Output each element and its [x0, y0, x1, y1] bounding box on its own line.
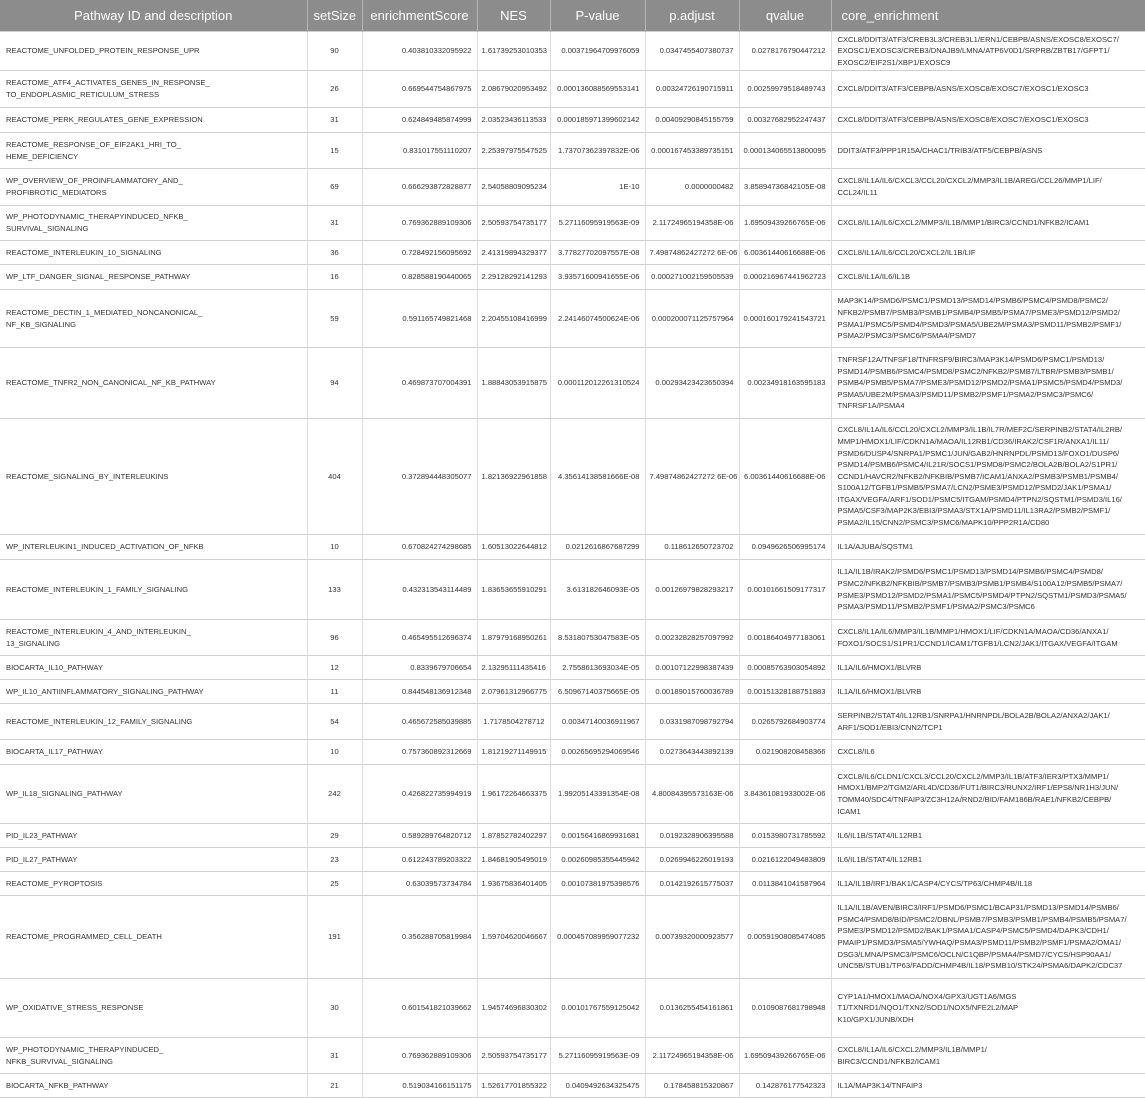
cell-qvalue: 6.00361440616688E-06 — [739, 419, 831, 535]
cell-pvalue: 3.93571600941655E-06 — [550, 265, 645, 290]
cell-core-enrichment: IL6/IL1B/STAT4/IL12RB1 — [831, 848, 1145, 872]
cell-qvalue: 6.00361440616688E-06 — [739, 241, 831, 265]
cell-pathway: WP_PHOTODYNAMIC_THERAPYINDUCED_ NFKB_SURVIVAL_SIGNALING — [0, 1038, 307, 1074]
cell-core-enrichment: CXCL8/DDIT3/ATF3/CEBPB/ASNS/EXOSC8/EXOSC7/EXOSC1/EXOSC3 — [831, 108, 1145, 133]
cell-pathway: BIOCARTA_IL10_PATHWAY — [0, 656, 307, 680]
table-row — [0, 824, 1145, 848]
table-row — [0, 656, 1145, 680]
cell-nes: 1.52617701855322 — [477, 1074, 550, 1098]
table-row — [0, 535, 1145, 560]
cell-setsize: 36 — [307, 241, 362, 265]
table-row — [0, 896, 1145, 979]
cell-qvalue: 0.000160179241543721 — [739, 290, 831, 348]
cell-padjust: 2.11724965194358E-06 — [645, 206, 739, 241]
cell-pathway: REACTOME_INTERLEUKIN_4_AND_INTERLEUKIN_ 13_SIGNALING — [0, 620, 307, 656]
table-row — [0, 848, 1145, 872]
table-row — [0, 419, 1145, 535]
cell-qvalue: 0.00327682952247437 — [739, 108, 831, 133]
cell-pvalue: 0.00107381975398576 — [550, 872, 645, 896]
cell-pathway: REACTOME_RESPONSE_OF_EIF2AK1_HRI_TO_ HEME_DEFICIENCY — [0, 133, 307, 169]
cell-padjust: 0.0269946226019193 — [645, 848, 739, 872]
cell-nes: 2.50593754735177 — [477, 1038, 550, 1074]
cell-padjust: 0.000271002159505539 — [645, 265, 739, 290]
table-row — [0, 265, 1145, 290]
cell-pvalue: 6.50967140375665E-05 — [550, 680, 645, 704]
col-header-setsize: setSize — [307, 0, 362, 32]
cell-pvalue: 8.53180753047583E-05 — [550, 620, 645, 656]
cell-padjust: 7.49874862427272 6E-06 — [645, 419, 739, 535]
table-row — [0, 765, 1145, 824]
table-row — [0, 704, 1145, 740]
col-header-qvalue: qvalue — [739, 0, 831, 32]
cell-pathway: PID_IL27_PATHWAY — [0, 848, 307, 872]
cell-pvalue: 0.000185971399602142 — [550, 108, 645, 133]
cell-enrichmentscore: 0.828588190440065 — [362, 265, 477, 290]
cell-core-enrichment: CXCL8/IL1A/IL6/CXCL2/MMP3/IL1B/MMP1/ BIRC3/CCND1/NFKB2/ICAM1 — [831, 1038, 1145, 1074]
cell-pathway: REACTOME_DECTIN_1_MEDIATED_NONCANONICAL_ NF_KB_SIGNALING — [0, 290, 307, 348]
cell-pvalue: 1.99205143391354E-08 — [550, 765, 645, 824]
cell-padjust: 4.80084395573163E-06 — [645, 765, 739, 824]
cell-nes: 1.96172264663375 — [477, 765, 550, 824]
cell-nes: 1.84681905495019 — [477, 848, 550, 872]
cell-nes: 1.87979168950261 — [477, 620, 550, 656]
cell-padjust: 0.118612650723702 — [645, 535, 739, 560]
cell-setsize: 31 — [307, 108, 362, 133]
cell-qvalue: 0.000134065513800095 — [739, 133, 831, 169]
cell-setsize: 21 — [307, 1074, 362, 1098]
cell-pathway: REACTOME_PROGRAMMED_CELL_DEATH — [0, 896, 307, 979]
cell-enrichmentscore: 0.769362889109306 — [362, 1038, 477, 1074]
cell-padjust: 0.0331987098792794 — [645, 704, 739, 740]
cell-qvalue: 1.69509439266765E-06 — [739, 1038, 831, 1074]
cell-core-enrichment: CXCL8/IL6/CLDN1/CXCL3/CCL20/CXCL2/MMP3/IL1B/ATF3/IER3/PTX3/MMP1/ HMOX1/BMP2/TGM2/ARL4D/CD36/FUT1/BIRC3/RUNX2/IRF1/EPS8/NR1H3/JUN/ TOMM40/SDC4/TNFAIP3/ZC3H12A/RND2/BID/FAM186B/RAE1/NFKB2/CEBPB/ ICAM1 — [831, 765, 1145, 824]
cell-core-enrichment: CXCL8/IL1A/IL6/MMP3/IL1B/MMP1/HMOX1/LIF/CDKN1A/MAOA/CD36/ANXA1/ FOXO1/SOCS1/S1PR1/CCND1/ICAM1/TGFB1/LCN2/JAK1/ITGAX/VEGFA/ITGAM — [831, 620, 1145, 656]
cell-nes: 2.50593754735177 — [477, 206, 550, 241]
cell-enrichmentscore: 0.612243789203322 — [362, 848, 477, 872]
table-row — [0, 32, 1145, 71]
cell-pathway: WP_INTERLEUKIN1_INDUCED_ACTIVATION_OF_NFKB — [0, 535, 307, 560]
table-row — [0, 979, 1145, 1038]
cell-pvalue: 0.00371964709976059 — [550, 32, 645, 71]
table-row — [0, 290, 1145, 348]
cell-qvalue: 3.85894736842105E-08 — [739, 169, 831, 206]
cell-setsize: 30 — [307, 979, 362, 1038]
cell-qvalue: 0.00085763903054892 — [739, 656, 831, 680]
cell-nes: 1.60513022644812 — [477, 535, 550, 560]
col-header-pathway: Pathway ID and description — [0, 0, 307, 32]
cell-qvalue: 1.69509439266765E-06 — [739, 206, 831, 241]
cell-enrichmentscore: 0.465495512696374 — [362, 620, 477, 656]
cell-pvalue: 0.000136088569553141 — [550, 71, 645, 108]
cell-pathway: WP_IL18_SIGNALING_PATHWAY — [0, 765, 307, 824]
cell-nes: 1.59704620046667 — [477, 896, 550, 979]
cell-qvalue: 0.00186404977183061 — [739, 620, 831, 656]
cell-pvalue: 0.00101767559125042 — [550, 979, 645, 1038]
cell-core-enrichment: IL1A/AJUBA/SQSTM1 — [831, 535, 1145, 560]
cell-core-enrichment: IL1A/IL1B/IRF1/BAK1/CASP4/CYCS/TP63/CHMP4B/IL18 — [831, 872, 1145, 896]
col-header-padjust: p.adjust — [645, 0, 739, 32]
cell-pathway: REACTOME_TNFR2_NON_CANONICAL_NF_KB_PATHWAY — [0, 348, 307, 419]
cell-pathway: BIOCARTA_IL17_PATHWAY — [0, 740, 307, 765]
cell-padjust: 0.00293423423650394 — [645, 348, 739, 419]
cell-core-enrichment: CXCL8/DDIT3/ATF3/CEBPB/ASNS/EXOSC8/EXOSC7/EXOSC1/EXOSC3 — [831, 71, 1145, 108]
cell-padjust: 0.00189015760036789 — [645, 680, 739, 704]
cell-qvalue: 0.0278176790447212 — [739, 32, 831, 71]
cell-padjust: 0.000200071125757964 — [645, 290, 739, 348]
cell-padjust: 0.0136255454161861 — [645, 979, 739, 1038]
cell-enrichmentscore: 0.670824274298685 — [362, 535, 477, 560]
table-row — [0, 740, 1145, 765]
cell-nes: 1.61739253010353 — [477, 32, 550, 71]
cell-enrichmentscore: 0.519034166151175 — [362, 1074, 477, 1098]
cell-enrichmentscore: 0.589289764820712 — [362, 824, 477, 848]
cell-qvalue: 0.000216967441962723 — [739, 265, 831, 290]
cell-nes: 2.13295111435416 — [477, 656, 550, 680]
cell-core-enrichment: CXCL8/IL1A/IL6/CCL20/CXCL2/MMP3/IL1B/IL7R/MEF2C/SERPINB2/STAT4/IL2RB/ MMP1/HMOX1/LIF/CDKN1A/MAOA/IL12RB1/CD36/IRAK2/CSF1R/ANXA1/IL11/ PSMD6/DUSP4/SNRPA1/PSMC1/JUN/GAB2/HNRNPDL/PSMD13/FOXO1/DUSP6/ PSMD14/PSMB6/PSMC4/IL21R/SOCS1/PSMD8/PSMC2/BOLA2B/BOLA2/S1PR1/ CCND1/HAVCR2/NFKB2/NFKBIB/PSMB7/ICAM1/ANXA2/PSMB3/PSMB1/PSMB4/ S100A12/TGFB1/PSMB5/PSMA7/LCN2/PSME3/PSMD12/PSMD2/JAK1/PSMA1/ ITGAX/VEGFA/ARF1/SOD1/PSMC5/ITGAM/PSMD4/PTPN2/SQSTM1/PSMD3/IL16/ PSMA5/CSF3/MAP2K3/EBI3/PSMA3/STX1A/PSMD11/IL13RA2/PSMB2/PSMF1/ PSMA2/IL15/CNN2/PSMC3/PSMC6/MAPK10/PPP2R1A/CD80 — [831, 419, 1145, 535]
cell-nes: 1.87852782402297 — [477, 824, 550, 848]
cell-nes: 2.20455108416999 — [477, 290, 550, 348]
cell-setsize: 31 — [307, 1038, 362, 1074]
cell-pvalue: 3.613182646093E-05 — [550, 560, 645, 620]
cell-pvalue: 0.00260985355445942 — [550, 848, 645, 872]
table-row — [0, 108, 1145, 133]
cell-setsize: 191 — [307, 896, 362, 979]
cell-pathway: WP_IL10_ANTIINFLAMMATORY_SIGNALING_PATHWAY — [0, 680, 307, 704]
col-header-core-enrichment: core_enrichment — [831, 0, 1145, 32]
cell-core-enrichment: CXCL8/IL6 — [831, 740, 1145, 765]
cell-pvalue: 0.0212616867687299 — [550, 535, 645, 560]
cell-core-enrichment: CXCL8/IL1A/IL6/IL1B — [831, 265, 1145, 290]
cell-padjust: 7.49874862427272 6E-06 — [645, 241, 739, 265]
cell-padjust: 0.00409290845155759 — [645, 108, 739, 133]
cell-qvalue: 0.00591908085474085 — [739, 896, 831, 979]
cell-pvalue: 0.000457089959077232 — [550, 896, 645, 979]
cell-pathway: REACTOME_UNFOLDED_PROTEIN_RESPONSE_UPR — [0, 32, 307, 71]
cell-core-enrichment: CXCL8/DDIT3/ATF3/CREB3L3/CREB3L1/ERN1/CEBPB/ASNS/EXOSC8/EXOSC7/ EXOSC1/EXOSC3/CREB3/DNAJB9/LMNA/ATP6V0D1/SRPRB/ZBTB17/GFPT1/ EXOSC2/EIF2S1/XBP1/EXOSC9 — [831, 32, 1145, 71]
cell-qvalue: 0.00234918163595183 — [739, 348, 831, 419]
cell-core-enrichment: IL1A/IL1B/AVEN/BIRC3/IRF1/PSMD6/PSMC1/BCAP31/PSMD13/PSMD14/PSMB6/ PSMC4/PSMD8/BID/PSMC2/DBNL/PSMB7/PSMB3/PSMB1/PSMB4/PSMB5/PSMA7/ PSME3/PSMD12/PSMD2/BAK1/PSMA1/CASP4/PSMC5/PSMD4/DAPK3/CDH1/ PMAIP1/PSMD3/PSMA5/YWHAQ/PSMA3/PSMD11/PSMB2/PSMF1/PSMA2/OMA1/ DSG3/LMNA/PSMC3/PSMC6/OCLN/C1QBP/PSMA4/PSMD7/CYCS/HSP90AA1/ UNC5B/STUB1/TP63/FADD/CHMP4B/IL18/PSMB10/STK24/PSMA6/DAPK2/CDC37 — [831, 896, 1145, 979]
cell-core-enrichment: IL6/IL1B/STAT4/IL12RB1 — [831, 824, 1145, 848]
cell-setsize: 12 — [307, 656, 362, 680]
cell-qvalue: 0.00259979518489743 — [739, 71, 831, 108]
cell-enrichmentscore: 0.469873707004391 — [362, 348, 477, 419]
cell-enrichmentscore: 0.769362889109306 — [362, 206, 477, 241]
table-row — [0, 1038, 1145, 1074]
cell-setsize: 16 — [307, 265, 362, 290]
cell-nes: 1.88843053915875 — [477, 348, 550, 419]
cell-pvalue: 2.7558613693034E-05 — [550, 656, 645, 680]
cell-qvalue: 0.0949626506995174 — [739, 535, 831, 560]
cell-padjust: 0.000167453389735151 — [645, 133, 739, 169]
table-row — [0, 71, 1145, 108]
cell-setsize: 54 — [307, 704, 362, 740]
table-row — [0, 680, 1145, 704]
cell-qvalue: 0.00101661509177317 — [739, 560, 831, 620]
table-row — [0, 620, 1145, 656]
cell-core-enrichment: TNFRSF12A/TNFSF18/TNFRSF9/BIRC3/MAP3K14/PSMD6/PSMC1/PSMD13/ PSMD14/PSMB6/PSMC4/PSMD8/PSMC2/NFKB2/PSMB7/LTBR/PSMB3/PSMB1/ PSMB4/PSMB5/PSMA7/PSME3/PSMD12/PSMD2/PSMA1/PSMC5/PSMD4/PSMD3/ PSMA5/UBE2M/PSMA3/PSMD11/PSMB2/PSMF1/PSMA2/PSMC3/PSMC6/ TNFRSF1A/PSMA4 — [831, 348, 1145, 419]
cell-pvalue: 0.00156416869931681 — [550, 824, 645, 848]
col-header-pvalue: P-value — [550, 0, 645, 32]
cell-setsize: 96 — [307, 620, 362, 656]
cell-enrichmentscore: 0.372894448305077 — [362, 419, 477, 535]
cell-qvalue: 3.84361081933002E-06 — [739, 765, 831, 824]
cell-core-enrichment: DDIT3/ATF3/PPP1R15A/CHAC1/TRIB3/ATF5/CEBPB/ASNS — [831, 133, 1145, 169]
cell-nes: 2.29128292141293 — [477, 265, 550, 290]
cell-pathway: REACTOME_SIGNALING_BY_INTERLEUKINS — [0, 419, 307, 535]
cell-setsize: 26 — [307, 71, 362, 108]
cell-pvalue: 1E-10 — [550, 169, 645, 206]
cell-enrichmentscore: 0.844548136912348 — [362, 680, 477, 704]
cell-padjust: 0.00324726190715911 — [645, 71, 739, 108]
cell-nes: 1.82136922961858 — [477, 419, 550, 535]
cell-enrichmentscore: 0.601541821039662 — [362, 979, 477, 1038]
cell-setsize: 94 — [307, 348, 362, 419]
cell-setsize: 10 — [307, 535, 362, 560]
cell-pvalue: 0.00265695294069546 — [550, 740, 645, 765]
cell-core-enrichment: SERPINB2/STAT4/IL12RB1/SNRPA1/HNRNPDL/BOLA2B/BOLA2/ANXA2/JAK1/ ARF1/SOD1/EBI3/CNN2/TCP1 — [831, 704, 1145, 740]
col-header-enrichmentscore: enrichmentScore — [362, 0, 477, 32]
cell-enrichmentscore: 0.666293872828877 — [362, 169, 477, 206]
cell-pvalue: 2.24146074500624E-06 — [550, 290, 645, 348]
cell-nes: 2.41319894329377 — [477, 241, 550, 265]
cell-core-enrichment: CXCL8/IL1A/IL6/CXCL2/MMP3/IL1B/MMP1/BIRC3/CCND1/NFKB2/ICAM1 — [831, 206, 1145, 241]
table-row — [0, 560, 1145, 620]
cell-core-enrichment: CYP1A1/HMOX1/MAOA/NOX4/GPX3/UGT1A6/MGS T1/TXNRD1/NQO1/TXN2/SOD1/NOX5/NFE2L2/MAP K10/GPX1/JUNB/XDH — [831, 979, 1145, 1038]
cell-pathway: WP_LTF_DANGER_SIGNAL_RESPONSE_PATHWAY — [0, 265, 307, 290]
table-row — [0, 133, 1145, 169]
cell-pathway: REACTOME_INTERLEUKIN_10_SIGNALING — [0, 241, 307, 265]
col-header-nes: NES — [477, 0, 550, 32]
cell-enrichmentscore: 0.63039573734784 — [362, 872, 477, 896]
cell-enrichmentscore: 0.669544754867975 — [362, 71, 477, 108]
cell-nes: 2.08679020953492 — [477, 71, 550, 108]
cell-nes: 1.81219271149915 — [477, 740, 550, 765]
cell-qvalue: 0.142876177542323 — [739, 1074, 831, 1098]
cell-pvalue: 0.000112012261310524 — [550, 348, 645, 419]
cell-padjust: 0.0347455407380737 — [645, 32, 739, 71]
table-row — [0, 206, 1145, 241]
cell-qvalue: 0.0109087681798948 — [739, 979, 831, 1038]
header-row — [0, 0, 1145, 32]
cell-qvalue: 0.0153980731785592 — [739, 824, 831, 848]
cell-setsize: 15 — [307, 133, 362, 169]
cell-pathway: REACTOME_INTERLEUKIN_12_FAMILY_SIGNALING — [0, 704, 307, 740]
cell-padjust: 0.00126979828293217 — [645, 560, 739, 620]
cell-pathway: WP_PHOTODYNAMIC_THERAPYINDUCED_NFKB_ SURVIVAL_SIGNALING — [0, 206, 307, 241]
cell-nes: 1.7178504278712 — [477, 704, 550, 740]
cell-enrichmentscore: 0.465672585039885 — [362, 704, 477, 740]
cell-nes: 2.07961312966775 — [477, 680, 550, 704]
cell-setsize: 10 — [307, 740, 362, 765]
table-row — [0, 348, 1145, 419]
cell-qvalue: 0.021908208458366 — [739, 740, 831, 765]
cell-core-enrichment: MAP3K14/PSMD6/PSMC1/PSMD13/PSMD14/PSMB6/PSMC4/PSMD8/PSMC2/ NFKB2/PSMB7/PSMB3/PSMB1/PSMB4/PSMB5/PSMA7/PSME3/PSMD12/PSMD2/ PSMA1/PSMC5/PSMD4/PSMD3/PSMA5/UBE2M/PSMA3/PSMD11/PSMB2/PSMF1/ PSMA2/PSMC3/PSMC6/PSMA4/PSMD7 — [831, 290, 1145, 348]
cell-pathway: REACTOME_PERK_REGULATES_GENE_EXPRESSION — [0, 108, 307, 133]
cell-core-enrichment: IL1A/MAP3K14/TNFAIP3 — [831, 1074, 1145, 1098]
cell-enrichmentscore: 0.728492156095692 — [362, 241, 477, 265]
cell-padjust: 0.0192328906395588 — [645, 824, 739, 848]
cell-nes: 2.03523436113533 — [477, 108, 550, 133]
cell-nes: 2.54058809095234 — [477, 169, 550, 206]
cell-pathway: PID_IL23_PATHWAY — [0, 824, 307, 848]
cell-qvalue: 0.0265792684903774 — [739, 704, 831, 740]
cell-core-enrichment: IL1A/IL1B/IRAK2/PSMD6/PSMC1/PSMD13/PSMD14/PSMB6/PSMC4/PSMD8/ PSMC2/NFKB2/NFKBIB/PSMB7/PSMB3/PSMB1/PSMB4/S100A12/PSMB5/PSMA7/ PSME3/PSMD12/PSMD2/PSMA1/PSMC5/PSMD4/PTPN2/SQSTM1/PSMD3/PSMA5/ PSMA3/PSMD11/PSMB2/PSMF1/PSMA2/PSMC3/PSMC6 — [831, 560, 1145, 620]
cell-enrichmentscore: 0.8339679706654 — [362, 656, 477, 680]
cell-nes: 1.93675836401405 — [477, 872, 550, 896]
cell-pvalue: 5.27116095919563E-09 — [550, 1038, 645, 1074]
table-body — [0, 32, 1145, 1098]
cell-padjust: 0.00739320000923577 — [645, 896, 739, 979]
cell-core-enrichment: IL1A/IL6/HMOX1/BLVRB — [831, 656, 1145, 680]
cell-qvalue: 0.00151328188751883 — [739, 680, 831, 704]
cell-pvalue: 4.35614138581666E-08 — [550, 419, 645, 535]
cell-enrichmentscore: 0.757360892312669 — [362, 740, 477, 765]
cell-enrichmentscore: 0.356288705819984 — [362, 896, 477, 979]
cell-core-enrichment: IL1A/IL6/HMOX1/BLVRB — [831, 680, 1145, 704]
cell-enrichmentscore: 0.624849485874999 — [362, 108, 477, 133]
cell-enrichmentscore: 0.591165749821468 — [362, 290, 477, 348]
cell-enrichmentscore: 0.403810332095922 — [362, 32, 477, 71]
cell-qvalue: 0.0216122049483809 — [739, 848, 831, 872]
cell-padjust: 0.0142192615775037 — [645, 872, 739, 896]
cell-pvalue: 3.77827702097557E-08 — [550, 241, 645, 265]
cell-setsize: 133 — [307, 560, 362, 620]
cell-qvalue: 0.0113841041587964 — [739, 872, 831, 896]
cell-setsize: 11 — [307, 680, 362, 704]
cell-padjust: 2.11724965194358E-06 — [645, 1038, 739, 1074]
cell-pvalue: 0.00347140036911967 — [550, 704, 645, 740]
cell-setsize: 25 — [307, 872, 362, 896]
cell-pathway: WP_OVERVIEW_OF_PROINFLAMMATORY_AND_ PROFIBROTIC_MEDIATORS — [0, 169, 307, 206]
cell-pathway: REACTOME_PYROPTOSIS — [0, 872, 307, 896]
cell-padjust: 0.00107122998387439 — [645, 656, 739, 680]
cell-padjust: 0.178458815320867 — [645, 1074, 739, 1098]
cell-core-enrichment: CXCL8/IL1A/IL6/CCL20/CXCL2/IL1B/LIF — [831, 241, 1145, 265]
cell-setsize: 90 — [307, 32, 362, 71]
table-row — [0, 169, 1145, 206]
cell-enrichmentscore: 0.432313543114489 — [362, 560, 477, 620]
cell-setsize: 242 — [307, 765, 362, 824]
cell-nes: 1.94574696830302 — [477, 979, 550, 1038]
cell-setsize: 404 — [307, 419, 362, 535]
table-row — [0, 241, 1145, 265]
cell-setsize: 23 — [307, 848, 362, 872]
cell-pathway: WP_OXIDATIVE_STRESS_RESPONSE — [0, 979, 307, 1038]
cell-enrichmentscore: 0.426822735994919 — [362, 765, 477, 824]
cell-padjust: 0.0000000482 — [645, 169, 739, 206]
cell-enrichmentscore: 0.831017551110207 — [362, 133, 477, 169]
cell-setsize: 59 — [307, 290, 362, 348]
cell-pvalue: 0.0409492634325475 — [550, 1074, 645, 1098]
cell-pathway: BIOCARTA_NFKB_PATHWAY — [0, 1074, 307, 1098]
cell-setsize: 69 — [307, 169, 362, 206]
cell-nes: 2.25397975547525 — [477, 133, 550, 169]
cell-pathway: REACTOME_ATF4_ACTIVATES_GENES_IN_RESPONSE_ TO_ENDOPLASMIC_RETICULUM_STRESS — [0, 71, 307, 108]
table-row — [0, 872, 1145, 896]
cell-padjust: 0.0273643443892139 — [645, 740, 739, 765]
cell-pathway: REACTOME_INTERLEUKIN_1_FAMILY_SIGNALING — [0, 560, 307, 620]
cell-padjust: 0.00232828257097992 — [645, 620, 739, 656]
cell-setsize: 31 — [307, 206, 362, 241]
cell-pvalue: 5.27116095919563E-09 — [550, 206, 645, 241]
cell-core-enrichment: CXCL8/IL1A/IL6/CXCL3/CCL20/CXCL2/MMP3/IL1B/AREG/CCL26/MMP1/LIF/ CCL24/IL11 — [831, 169, 1145, 206]
cell-setsize: 29 — [307, 824, 362, 848]
table-row — [0, 1074, 1145, 1098]
cell-pvalue: 1.73707362397832E-06 — [550, 133, 645, 169]
cell-nes: 1.83653655910291 — [477, 560, 550, 620]
